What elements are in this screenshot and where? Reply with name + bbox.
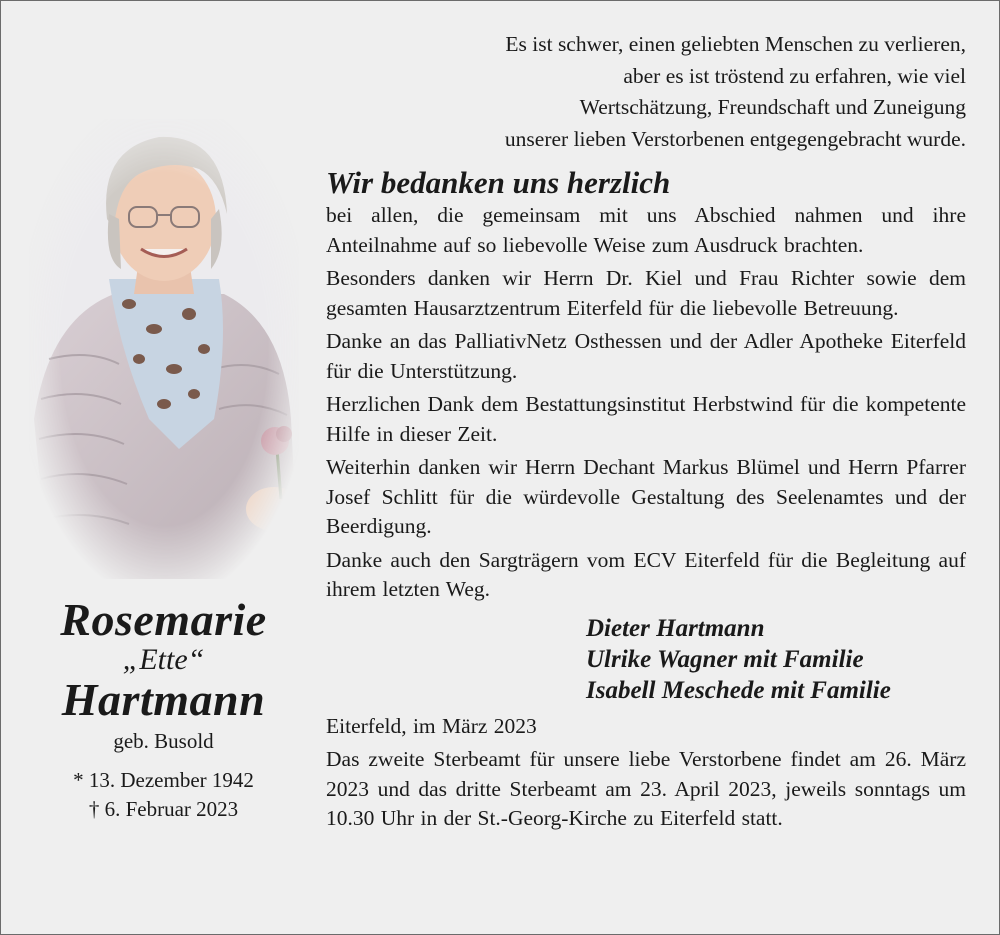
closing-notice: Das zweite Sterbeamt für unsere liebe Verstorbene findet am 26. März 2023 und das dritte Sterbeamt am 23. April 2023, jeweils sonntags um 10.30 Uhr in der St.-Georg-Kirche zu Eiterfeld statt.: [326, 747, 966, 830]
place-date: Eiterfeld, im März 2023: [326, 713, 537, 738]
thank-you-text: [326, 29, 966, 838]
signature-line: Dieter Hartmann: [586, 614, 765, 642]
paragraph: Danke an das PalliativNetz Osthessen und der Adler Apotheke Eiterfeld für die Unterstützung.: [326, 329, 966, 383]
signature-line: Ulrike Wagner mit Familie: [586, 645, 864, 673]
birth-date: * 13. Dezember 1942: [73, 768, 254, 792]
deceased-last-name: Hartmann: [61, 674, 266, 725]
intro-line: aber es ist tröstend zu erfahren, wie viel: [623, 63, 966, 88]
paragraph: Besonders danken wir Herrn Dr. Kiel und Frau Richter sowie dem gesamten Hausarztzentrum Eiterfeld für die liebevolle Betreuung.: [326, 266, 966, 320]
intro-line: unserer lieben Verstorbenen entgegengebracht wurde.: [504, 126, 966, 151]
deceased-info: [21, 594, 306, 824]
intro-verse: [326, 29, 966, 155]
signatures: [586, 613, 966, 706]
maiden-name: geb. Busold: [113, 729, 214, 753]
intro-line: Wertschätzung, Freundschaft und Zuneigung: [579, 95, 966, 119]
intro-line: Es ist schwer, einen geliebten Menschen zu verlieren,: [505, 32, 966, 56]
paragraph: Herzlichen Dank dem Bestattungsinstitut Herbstwind für die kompetente Hilfe in dieser Zeit.: [326, 392, 966, 446]
paragraph: Danke auch den Sargträgern vom ECV Eiterfeld für die Begleitung auf ihrem letzten Weg.: [326, 547, 966, 601]
thanks-heading: Wir bedanken uns herzlich: [326, 165, 671, 200]
deceased-first-name: Rosemarie: [60, 594, 267, 645]
portrait-photo: [29, 119, 299, 579]
death-date: † 6. Februar 2023: [88, 797, 239, 821]
paragraph: Weiterhin danken wir Herrn Dechant Markus Blümel und Herrn Pfarrer Josef Schlitt für die würdevolle Gestaltung des Seelenamtes und der Beerdigung.: [326, 455, 966, 538]
paragraph: bei allen, die gemeinsam mit uns Abschied nahmen und ihre Anteilnahme auf so liebevolle Weise zum Ausdruck brachten.: [326, 203, 966, 257]
signature-line: Isabell Meschede mit Familie: [586, 676, 891, 704]
deceased-nickname: „Ette“: [122, 643, 205, 676]
